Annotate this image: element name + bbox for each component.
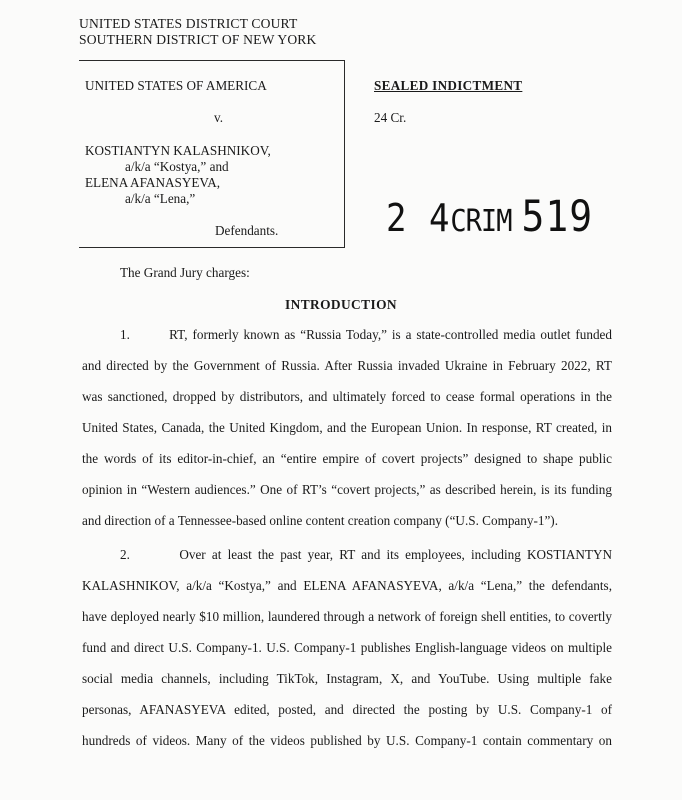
court-line-2: SOUTHERN DISTRICT OF NEW YORK (79, 32, 317, 47)
stamp-year: 2 4 (386, 196, 451, 242)
paragraph-line: 1. RT, formerly known as “Russia Today,” is a state-controlled media outlet funded (120, 327, 612, 342)
versus-label: v. (214, 110, 224, 125)
plaintiff-name: UNITED STATES OF AMERICA (85, 78, 267, 93)
paragraph-line: opinion in “Western audiences.” One of RT’s “covert projects,” as described herein, is its funding (82, 482, 612, 497)
caption-bottom-rule (79, 247, 345, 248)
paragraph-line: fund and direct U.S. Company-1. U.S. Company-1 publishes English-language videos on multiple (82, 640, 612, 655)
paragraph-line: United States, Canada, the United Kingdom, and the European Union. In response, RT created, in (82, 420, 612, 435)
defendant-1-name: KOSTIANTYN KALASHNIKOV, (85, 143, 271, 158)
paragraph-line: and direction of a Tennessee-based online content creation company (“U.S. Company-1”). (82, 513, 558, 528)
defendant-2-name: ELENA AFANASYEVA, (85, 175, 221, 190)
case-number-stamp (386, 192, 593, 241)
court-line-1: UNITED STATES DISTRICT COURT (79, 16, 298, 31)
paragraph-line: have deployed nearly $10 million, laundered through a network of foreign shell entities, to covertly (82, 609, 612, 624)
paragraph-line: personas, AFANASYEVA edited, posted, and directed the posting by U.S. Company-1 of (82, 702, 612, 717)
paragraph-line: KALASHNIKOV, a/k/a “Kostya,” and ELENA AFANASYEVA, a/k/a “Lena,” the defendants, (82, 578, 612, 593)
stamp-type: CRIM (450, 204, 512, 240)
defendant-1-alias: a/k/a “Kostya,” and (125, 159, 229, 174)
caption-top-rule (79, 60, 345, 61)
grand-jury-charges: The Grand Jury charges: (120, 265, 250, 280)
paragraph-line: was sanctioned, dropped by distributors, and ultimately forced to cease formal operations in the (82, 389, 612, 404)
paragraph-line: hundreds of videos. Many of the videos published by U.S. Company-1 contain commentary on (82, 733, 612, 748)
document-title: SEALED INDICTMENT (374, 78, 523, 93)
case-number: 24 Cr. (374, 110, 407, 125)
paragraph-line: and directed by the Government of Russia. After Russia invaded Ukraine in February 2022, RT (82, 358, 612, 373)
stamp-number: 519 (521, 192, 594, 242)
paragraph-line: the words of its editor-in-chief, an “entire empire of covert projects” designed to shape public (82, 451, 612, 466)
paragraph-1 (82, 319, 612, 536)
paragraph-2 (82, 539, 612, 756)
paragraph-line: 2. Over at least the past year, RT and its employees, including KOSTIANTYN (120, 547, 612, 562)
section-heading: INTRODUCTION (285, 297, 397, 312)
paragraph-line: social media channels, including TikTok, Instagram, X, and YouTube. Using multiple fake (82, 671, 612, 686)
court-name (79, 16, 316, 48)
defendant-2-alias: a/k/a “Lena,” (125, 191, 196, 206)
caption-right-rule (344, 60, 345, 248)
defendants-label: Defendants. (215, 223, 279, 238)
